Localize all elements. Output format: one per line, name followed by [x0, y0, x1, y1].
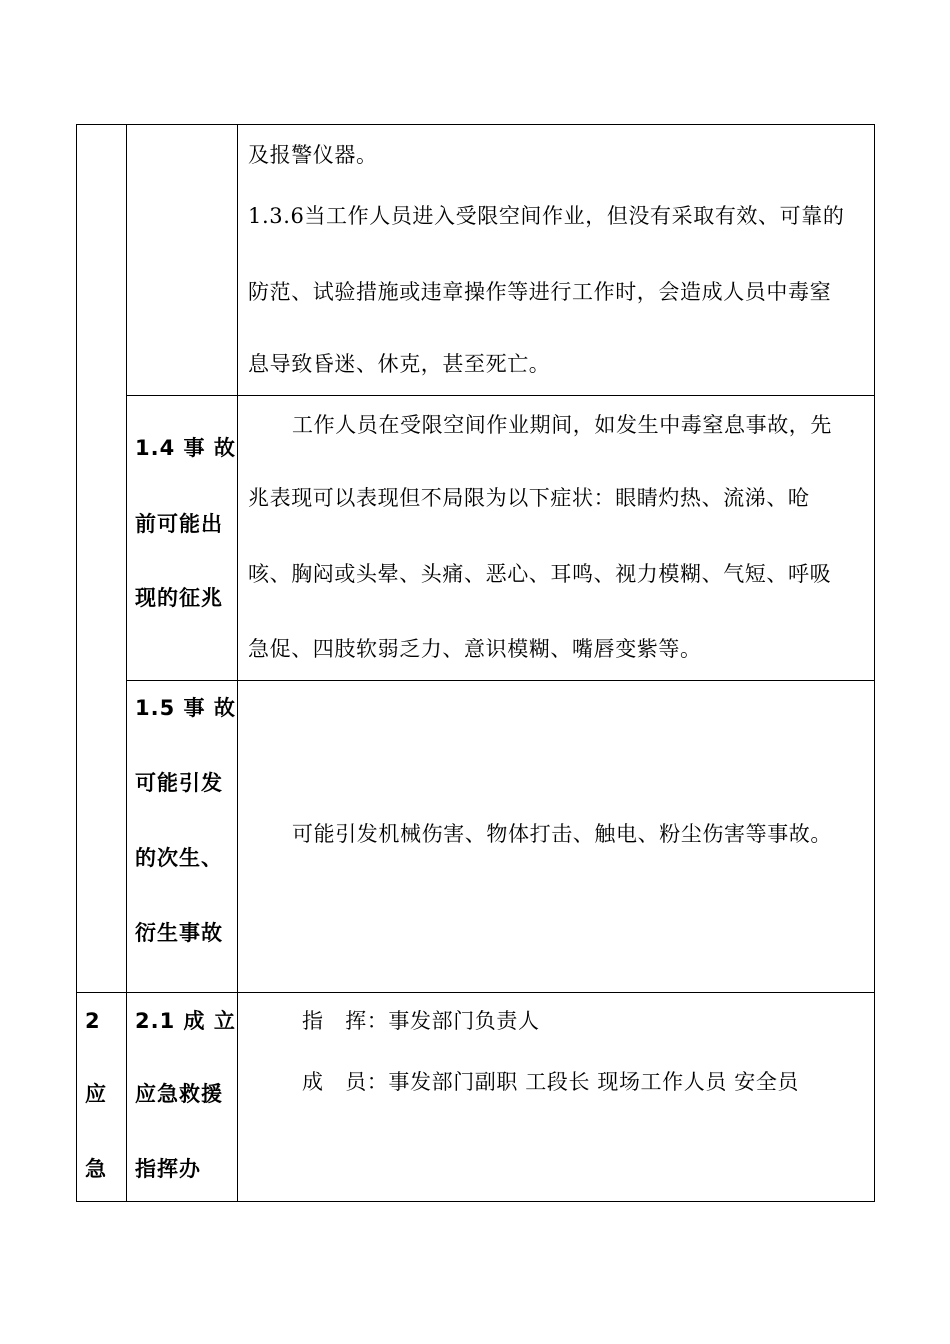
- row1-content-line: 息导致昏迷、休克，甚至死亡。: [248, 352, 551, 376]
- row3-content-line: 可能引发机械伤害、物体打击、触电、粉尘伤害等事故。: [292, 822, 832, 846]
- row4-label-line: 应急救援: [135, 1082, 223, 1106]
- row2-content-line: 急促、四肢软弱乏力、意识模糊、嘴唇变紫等。: [248, 637, 702, 661]
- row3-label-line: 的次生、: [135, 846, 223, 870]
- row2-label-line: 1.4 事 故: [135, 436, 236, 460]
- row2-label-line: 现的征兆: [135, 586, 223, 610]
- row-divider: [126, 395, 874, 396]
- section-number: 2: [85, 1009, 101, 1033]
- row-divider: [126, 680, 874, 681]
- row2-label-line: 前可能出: [135, 512, 223, 536]
- row4-content-line: 指 挥：事发部门负责人: [302, 1009, 540, 1033]
- table-border-bottom: [76, 1201, 874, 1202]
- column-divider: [237, 124, 238, 1202]
- row-divider: [76, 992, 874, 993]
- row2-content-line: 工作人员在受限空间作业期间，如发生中毒窒息事故，先: [292, 413, 832, 437]
- row4-content-line: 成 员：事发部门副职 工段长 现场工作人员 安全员: [302, 1070, 800, 1094]
- table-border-right: [874, 124, 875, 1202]
- table-border-left: [76, 124, 77, 1202]
- column-divider: [126, 124, 127, 1202]
- row1-content-line: 及报警仪器。: [248, 143, 378, 167]
- row3-label-line: 衍生事故: [135, 921, 223, 945]
- section-title-char: 应: [85, 1082, 107, 1106]
- row2-content-line: 咳、胸闷或头晕、头痛、恶心、耳鸣、视力模糊、气短、呼吸: [248, 562, 832, 586]
- table-border-top: [76, 124, 874, 125]
- row2-content-line: 兆表现可以表现但不局限为以下症状：眼睛灼热、流涕、呛: [248, 486, 810, 510]
- section-title-char: 急: [85, 1157, 107, 1181]
- row4-label-line: 指挥办: [135, 1157, 201, 1181]
- row3-label-line: 可能引发: [135, 771, 223, 795]
- row3-label-line: 1.5 事 故: [135, 696, 236, 720]
- row4-label-line: 2.1 成 立: [135, 1009, 236, 1033]
- row1-content-line: 防范、试验措施或违章操作等进行工作时，会造成人员中毒窒: [248, 280, 832, 304]
- row1-content-line: 1.3.6当工作人员进入受限空间作业，但没有采取有效、可靠的: [248, 204, 845, 228]
